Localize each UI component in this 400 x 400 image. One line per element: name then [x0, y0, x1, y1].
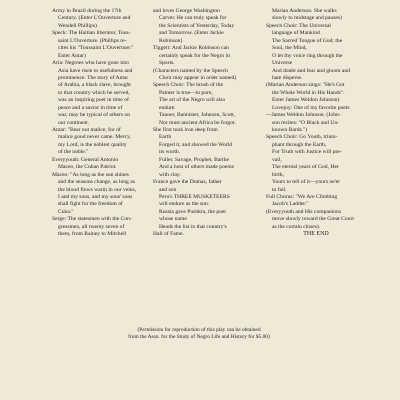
- left-column-line: Speck: The Haitian liberator, Tous-: [52, 30, 131, 37]
- left-column-line: Cuba.": [58, 208, 74, 215]
- middle-column-line: and Tomorrow. (Enter Jackie: [159, 30, 224, 37]
- right-column-line: known Bards."): [272, 127, 308, 133]
- middle-column-line: certainly speak for the Negro in: [159, 52, 230, 59]
- middle-column-line: Painter is true—in pure,: [159, 89, 213, 96]
- left-column-line: my Lord, is the noblest quality: [58, 141, 127, 148]
- middle-column-line: The art of the Negro will also: [159, 97, 226, 104]
- middle-column-line: Russia gave Pushkin, the poet: [159, 208, 226, 215]
- right-column-line: Lovejoy: One of my favorite poets: [272, 104, 350, 111]
- middle-column-line: will endure as the sun.: [159, 201, 210, 208]
- right-column-line: THE END: [303, 231, 329, 238]
- middle-column-line: And a host of others made poems: [159, 164, 234, 171]
- middle-column-line: Carver. He can truly speak for: [159, 15, 227, 22]
- right-column-line: Full Chorus: "We Are Climbing: [266, 193, 338, 200]
- middle-column-line: France gave the Dumas, father: [153, 179, 222, 186]
- left-column-line: Enter Antar): [58, 52, 86, 59]
- left-column-line: war, may be typical of others on: [58, 112, 131, 119]
- left-column-line: prominence. The story of Antar: [58, 74, 129, 81]
- middle-column-line: with clay.: [159, 171, 181, 178]
- left-column-line: them, from Rainey to Mitchell: [58, 231, 127, 238]
- right-column-line: as the curtain closes).: [272, 223, 321, 230]
- left-column: [52, 8, 144, 239]
- middle-column-line: the Scientists of Yesterday, Today: [159, 22, 235, 29]
- left-column-line: of the noble.": [58, 149, 89, 156]
- left-column-line: the blood flows warm in our veins,: [58, 186, 137, 193]
- left-column-line: Army in Brazil during the 17th: [52, 8, 122, 14]
- right-column-line: Enter James Weldon Johnson): [272, 97, 340, 104]
- right-column-line: Soul, the Mind,: [272, 45, 307, 52]
- middle-column-line: Tiggert: And Jackie Robinson can: [153, 45, 229, 52]
- right-column-line: Speech Choir: The Universal: [266, 22, 331, 29]
- right-column-line: And doubt and fear and gloom and: [272, 67, 350, 74]
- left-column-line: cites his "Toussaint L'Ouverture.": [58, 45, 134, 52]
- left-column-line: was an inspiring poet in time of: [58, 97, 129, 104]
- middle-column-line: and son: [159, 186, 177, 193]
- left-column-line: Antar: "Bear not malice, for of: [52, 127, 121, 133]
- right-column-line: move slowly toward the Great Court: [272, 216, 354, 223]
- middle-column-line: Speech Choir: The brush of the: [153, 82, 223, 89]
- middle-column-line: Robinson): [159, 37, 183, 44]
- right-column-line: (Marian Anderson sings: "He's Got: [266, 82, 345, 89]
- left-column-line: and the seasons change, as long as: [58, 179, 135, 186]
- right-column-line: (Everyyouth and His companions: [266, 208, 342, 215]
- left-column-line: malice good never came. Mercy,: [58, 134, 131, 141]
- right-column-line: to fail.: [272, 186, 287, 193]
- middle-column-line: (Characters named by the Speech: [153, 67, 228, 74]
- left-column-line: Everyyouth: General Antonio: [52, 156, 119, 163]
- left-column-line: Maceo: "As long as the sun shines: [52, 171, 129, 178]
- left-column-line: to that country which he served,: [58, 89, 130, 96]
- right-column-line: The eternal years of God, Her: [272, 164, 339, 171]
- right-column-line: O let thy voice ring through the: [272, 52, 343, 59]
- middle-column-line: Fuller, Savage, Prophet, Barthe: [159, 156, 229, 163]
- right-column-line: For Truth with Justice will pre-: [272, 149, 342, 156]
- permission-note: [44, 327, 354, 341]
- middle-column-line: She first took iron deep from: [153, 127, 218, 133]
- left-column-line: gressmen, all twenty seven of: [58, 223, 125, 230]
- middle-column-line: Forged it, and showed the World: [159, 141, 232, 148]
- left-column-line: of Arabia, a black slave, brought: [58, 82, 131, 89]
- left-column-line: I and my sons, and my sons' sons: [58, 193, 133, 200]
- right-column-line: Yours to tell of it—yours ne'er: [272, 179, 341, 186]
- middle-column: [153, 8, 258, 239]
- middle-column-line: whose name: [159, 216, 187, 223]
- left-column-line: Century. (Enter L'Ouverture and: [58, 15, 131, 22]
- right-column-line: hate disperse.: [272, 74, 303, 81]
- left-column-line: our continent.: [58, 119, 90, 126]
- middle-column-line: its worth.: [159, 149, 181, 156]
- right-column-line: —James Weldon Johnson. (John-: [266, 112, 341, 119]
- middle-column-line: Choir may appear in order named): [159, 74, 237, 81]
- left-column-line: Maceo, the Cuban Patriot.: [58, 164, 117, 171]
- middle-column-line: Sports.: [159, 60, 175, 67]
- left-column-line: Wendell Phillips): [58, 22, 97, 29]
- middle-column-line: Hall of Fame.: [153, 231, 184, 238]
- right-column-line: vail,: [272, 156, 282, 163]
- left-column-line: shall fight for the freedom of: [58, 201, 123, 208]
- left-column-line: peace and a savior in time of: [58, 104, 123, 111]
- right-column-line: phant through the Earth,: [272, 141, 327, 148]
- middle-column-line: Peru's THREE MUSKETEERS: [159, 193, 230, 200]
- right-column-line: Universe: [272, 60, 293, 67]
- right-column-line: language of Mankind: [272, 30, 320, 37]
- right-column-line: the Whole World in His Hands".: [272, 89, 345, 96]
- right-column-line: birth,: [272, 171, 284, 178]
- left-column-line: saint L'Ouverture. (Phillips re-: [58, 37, 127, 44]
- right-column: [266, 8, 366, 239]
- middle-column-line: Earth: [159, 134, 172, 141]
- permission-line-1: (Permission for reproduction of this play can be obtained: [137, 327, 261, 333]
- middle-column-line: endure.: [159, 104, 176, 111]
- right-column-line: The Sacred Tongue of God; the: [272, 37, 343, 44]
- permission-line-2: from the Assn. for the Study of Negro Life and History for $5.00): [128, 334, 270, 340]
- right-column-line: Speech Choir: Go Youth, trium-: [266, 134, 338, 141]
- right-column-line: slowly to midstage and pauses): [272, 15, 342, 22]
- right-column-line: son recites: "O Black and Un-: [272, 119, 340, 126]
- middle-column-line: Tanner, Bannister, Johnson, Scott,: [159, 112, 236, 119]
- middle-column-line: Nor must ancient Africa be forgot.: [159, 119, 236, 126]
- left-column-line: Serge: The statesmen with the Con-: [52, 216, 132, 223]
- middle-column-line: and loves George Washington: [153, 8, 220, 14]
- middle-column-line: Heads the list in that country's: [159, 223, 227, 230]
- right-column-line: Marian Anderson. She walks: [272, 8, 337, 14]
- left-column-line: Aria: Negroes who have gone into: [52, 60, 129, 67]
- left-column-line: Asia have risen to usefulness and: [58, 67, 133, 74]
- right-column-line: Jacob's Ladder.": [272, 201, 309, 208]
